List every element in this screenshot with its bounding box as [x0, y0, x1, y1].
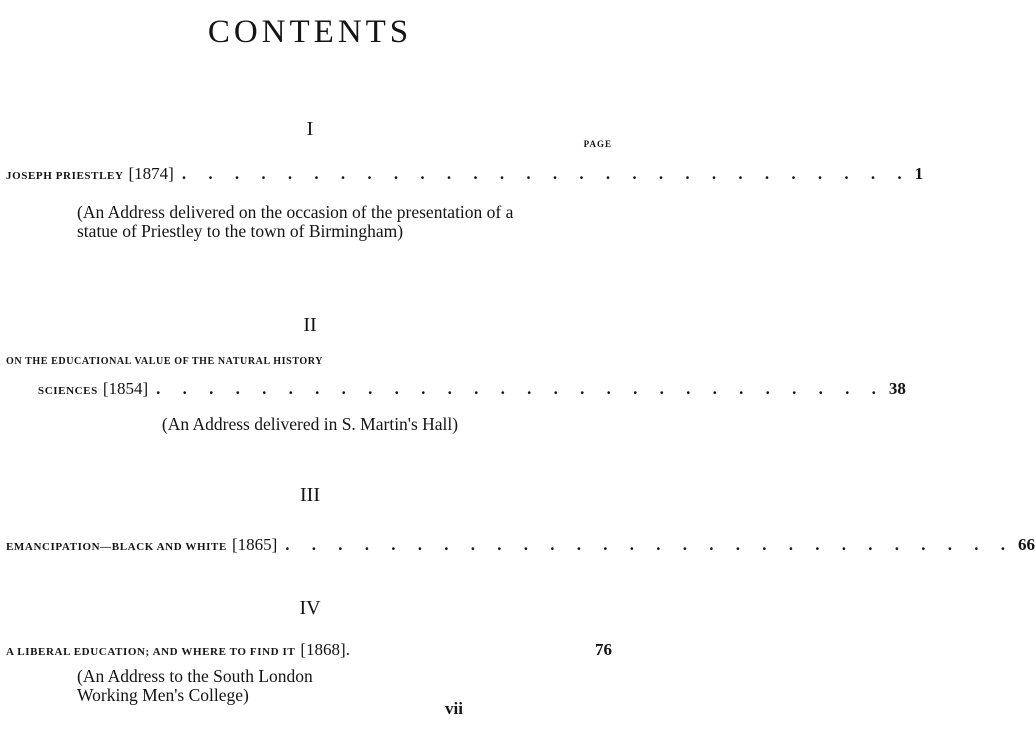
entry-page-number: 76	[595, 640, 612, 659]
entry-page-number: 1	[914, 164, 924, 183]
dot-leader: . . . . . . . . . . . . . . . . . . . . . . . . . . . .	[156, 379, 885, 398]
entry-note-4: (An Address to the South London Working Men's College)	[77, 666, 313, 705]
section-numeral-3: III	[300, 484, 320, 506]
toc-entry-1	[6, 164, 924, 184]
entry-note-1: (An Address delivered on the occasion of the presentation of a statue of Priestley to the town of Birmingham)	[77, 202, 514, 241]
entry-note-2: (An Address delivered in S. Martin's Hall)	[161, 414, 459, 434]
toc-entry-4	[6, 640, 612, 660]
entry-page-number: 38	[888, 379, 906, 398]
entry-date: [1874]	[128, 164, 174, 183]
dot-leader: . . . . . . . . . . . . . . . . . . . . . . . . . . . .	[285, 535, 1015, 554]
page-column-label: PAGE	[583, 139, 612, 149]
entry-date: [1865]	[231, 535, 278, 554]
toc-entry-2-line-1: ON THE EDUCATIONAL VALUE OF THE NATURAL HISTORY	[6, 356, 324, 367]
toc-entry-2	[38, 379, 906, 399]
toc-entry-3	[6, 535, 1035, 555]
entry-title: A LIBERAL EDUCATION; AND WHERE TO FIND IT	[6, 646, 296, 658]
entry-title: SCIENCES	[38, 385, 98, 397]
section-numeral-1: I	[306, 118, 314, 140]
page-folio: vii	[445, 699, 463, 718]
entry-page-number: 66	[1018, 535, 1035, 554]
page-title: CONTENTS	[207, 14, 413, 50]
dot-leader: . . . . . . . . . . . . . . . . . . . . . . . . . . . .	[181, 164, 911, 183]
entry-title: EMANCIPATION—BLACK AND WHITE	[6, 541, 227, 553]
section-numeral-4: IV	[299, 597, 321, 619]
entry-title: JOSEPH PRIESTLEY	[6, 170, 124, 182]
section-numeral-2: II	[303, 314, 317, 336]
entry-date: [1854]	[102, 379, 149, 398]
entry-date: [1868].	[300, 640, 350, 659]
